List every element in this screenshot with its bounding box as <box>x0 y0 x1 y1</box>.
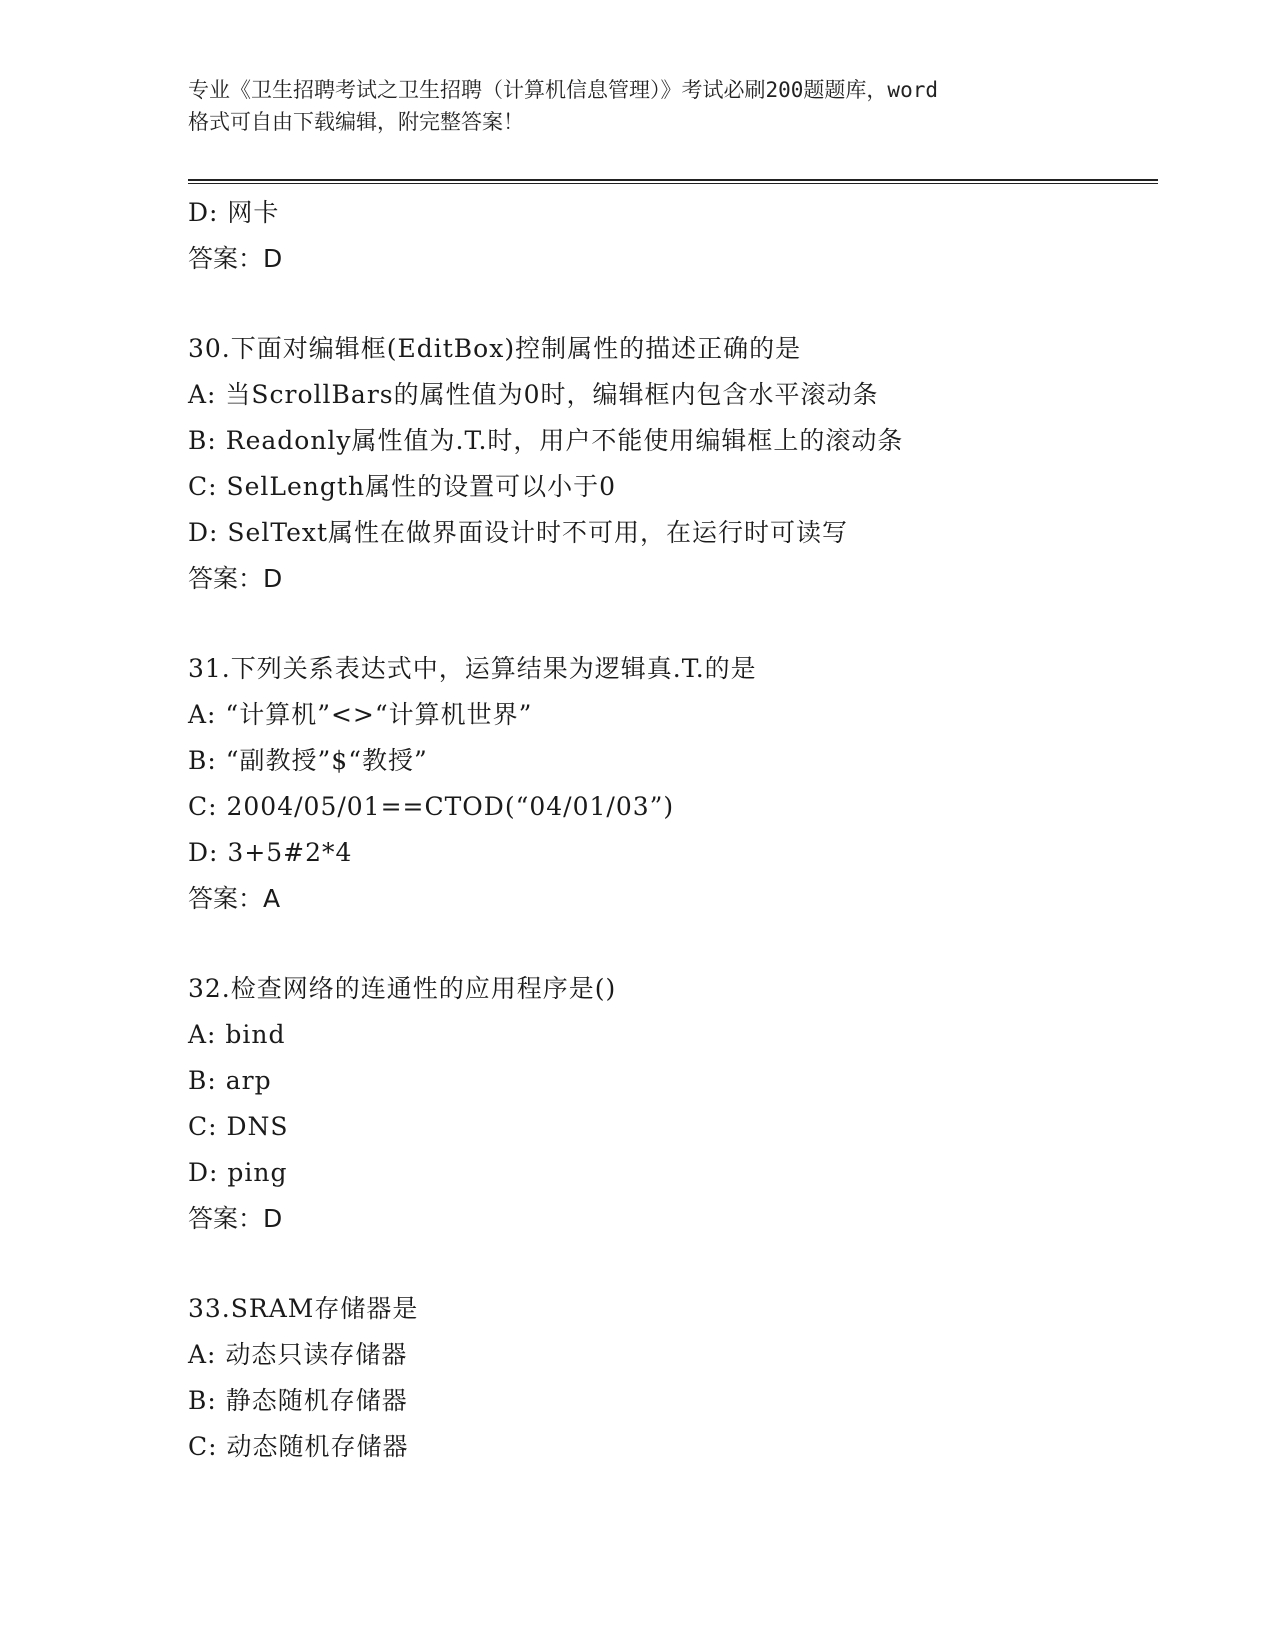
option-d: D: SelText属性在做界面设计时不可用，在运行时可读写 <box>188 518 849 547</box>
question-32 <box>188 966 1168 1242</box>
option-a: A: “计算机”<>“计算机世界” <box>188 700 533 729</box>
option-b: B: Readonly属性值为.T.时，用户不能使用编辑框上的滚动条 <box>188 426 904 455</box>
option-b: B: “副教授”$“教授” <box>188 746 428 775</box>
question-content <box>188 190 1168 1470</box>
spacer <box>188 602 1168 646</box>
question-title: 31.下列关系表达式中，运算结果为逻辑真.T.的是 <box>188 654 757 683</box>
option-c: C: 动态随机存储器 <box>188 1432 409 1461</box>
option-c: C: SelLength属性的设置可以小于0 <box>188 472 616 501</box>
option-a: A: bind <box>188 1020 286 1049</box>
option-d: D: ping <box>188 1158 288 1187</box>
header-line-1: 专业《卫生招聘考试之卫生招聘（计算机信息管理）》考试必刷200题题库，word <box>188 78 938 102</box>
answer-line: 答案：D <box>188 564 283 593</box>
header-line-2: 格式可自由下载编辑，附完整答案！ <box>188 110 524 134</box>
header-rule-thin <box>188 183 1158 184</box>
option-d: D: 3+5#2*4 <box>188 838 353 867</box>
document-header <box>188 74 1088 138</box>
option-a: A: 当ScrollBars的属性值为0时，编辑框内包含水平滚动条 <box>188 380 879 409</box>
question-30 <box>188 326 1168 602</box>
option-b: B: arp <box>188 1066 272 1095</box>
option-c: C: 2004/05/01==CTOD(“04/01/03”) <box>188 792 675 821</box>
option-d: D: 网卡 <box>188 198 280 227</box>
option-c: C: DNS <box>188 1112 289 1141</box>
option-a: A: 动态只读存储器 <box>188 1340 408 1369</box>
answer-line: 答案：D <box>188 1204 283 1233</box>
question-title: 32.检查网络的连通性的应用程序是() <box>188 974 617 1003</box>
question-33 <box>188 1286 1168 1470</box>
header-rule-thick <box>188 179 1158 181</box>
option-b: B: 静态随机存储器 <box>188 1386 408 1415</box>
question-title: 33.SRAM存储器是 <box>188 1294 419 1323</box>
question-title: 30.下面对编辑框(EditBox)控制属性的描述正确的是 <box>188 334 802 363</box>
answer-line: 答案：A <box>188 884 281 913</box>
spacer <box>188 282 1168 326</box>
answer-line: 答案：D <box>188 244 283 273</box>
spacer <box>188 1242 1168 1286</box>
spacer <box>188 922 1168 966</box>
question-31 <box>188 646 1168 922</box>
carryover-block <box>188 190 1168 282</box>
